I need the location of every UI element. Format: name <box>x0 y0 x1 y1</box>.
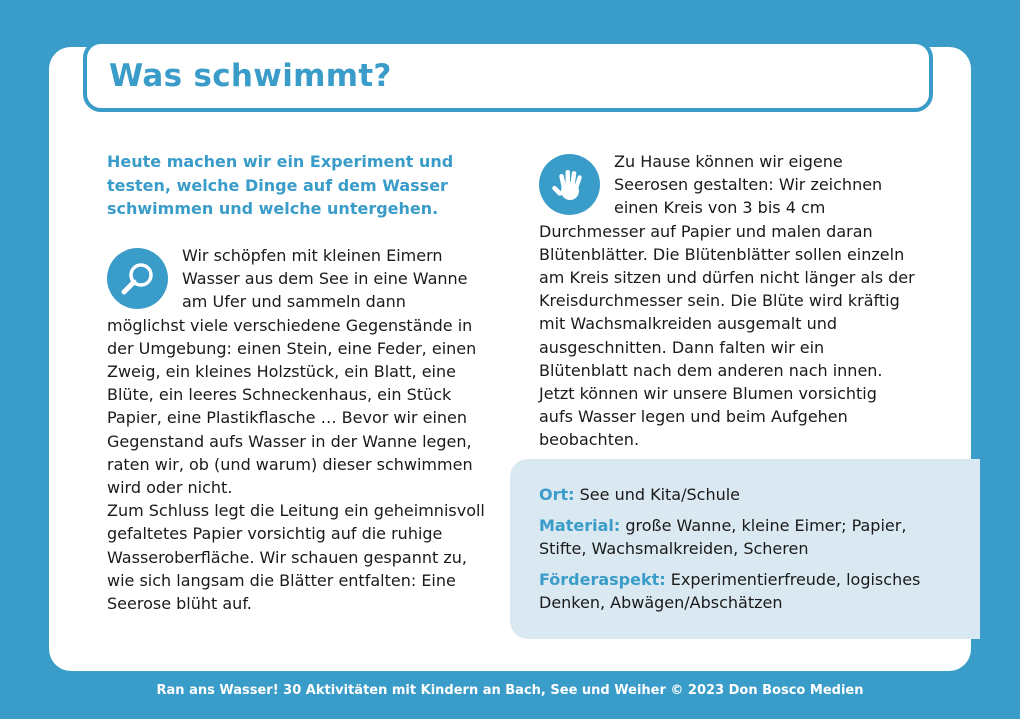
page-title: Was schwimmt? <box>109 58 392 94</box>
intro-text: Heute machen wir ein Experiment und testen, welche Dinge auf dem Wasser schwimmen und welche untergehen. <box>107 152 454 218</box>
info-box <box>510 459 980 639</box>
info-ort <box>539 483 949 507</box>
info-foerderaspekt <box>539 568 949 615</box>
magnifier-icon <box>107 248 168 309</box>
foerder-value: Experimentierfreude, logisches Denken, Abwägen/Abschätzen <box>539 569 921 612</box>
ort-value: See und Kita/Schule <box>579 485 741 504</box>
foerder-label: Förderaspekt: <box>539 569 666 589</box>
experiment-paragraph: Wir schöpfen mit kleinen Eimern Wasser aus dem See in eine Wanne am Ufer und sammeln dann möglichst viele verschiedene Gegenstände in der Umgebung: einen Stein, eine Feder, einen Zweig, ein kleines Holzstück, ein Blatt, eine Blüte, ein leeres Schneckenhaus, ein Stück Papier, eine Plastikflasche … Bevor wir einen Gegenstand aufs Wasser in der Wanne legen, raten wir, ob (und warum) dieser schwimmen wird oder nicht. <box>107 246 477 498</box>
hand-icon <box>539 154 600 215</box>
title-box <box>83 40 933 112</box>
material-label: Material: <box>539 515 621 535</box>
ort-label: Ort: <box>539 485 575 504</box>
footer-credit: Ran ans Wasser! 30 Aktivitäten mit Kindern an Bach, See und Weiher © 2023 Don Bosco Medien <box>156 683 864 698</box>
right-column <box>539 150 915 452</box>
left-column <box>107 244 487 615</box>
material-value: große Wanne, kleine Eimer; Papier, Stifte, Wachsmalkreiden, Scheren <box>539 515 907 558</box>
conclusion-paragraph: Zum Schluss legt die Leitung ein geheimnisvoll gefaltetes Papier vorsichtig auf die ruhige Wasseroberfläche. Wir schauen gespannt zu, wie sich langsam die Blätter entfalten: Eine Seerose blüht auf. <box>107 501 485 614</box>
home-activity-paragraph: Zu Hause können wir eigene Seerosen gestalten: Wir zeichnen einen Kreis von 3 bis 4 cm Durchmesser auf Papier und malen daran Blütenblätter. Die Blütenblätter sollen einzeln am Kreis sitzen und dürfen nicht länger als der Kreisdurchmesser sein. Die Blüte wird kräftig mit Wachsmalkreiden ausgemalt und ausgeschnitten. Dann falten wir ein Blütenblatt nach dem anderen nach innen. Jetzt können wir unsere Blumen vorsichtig aufs Wasser legen und beim Aufgehen beobachten. <box>539 152 915 450</box>
info-material <box>539 514 949 561</box>
